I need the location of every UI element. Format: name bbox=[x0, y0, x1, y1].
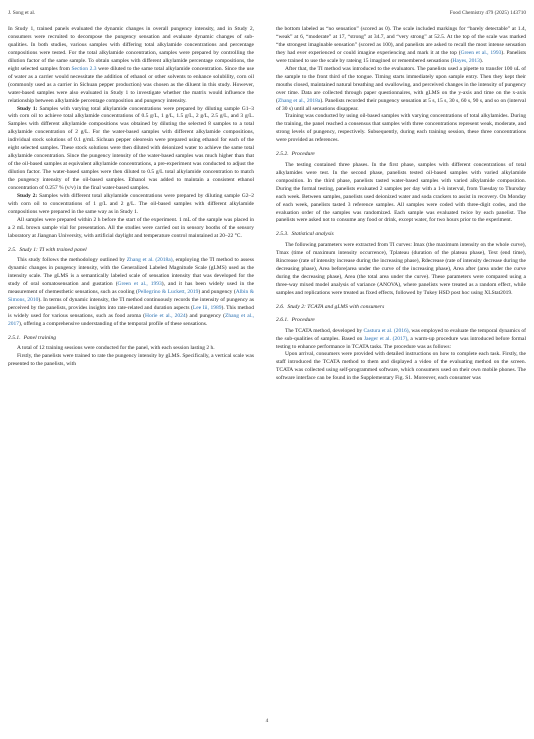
paragraph: The testing contained three phases. In the first phase, samples with different concentrations of total alkylamides were test. In the second phase, panelists tested oil-based samples with varied alkylamide composition. In the third phase, panelists tasted water-based samples with varied alkylamide composition. During the formal testing, panelists evaluated 2 samples per day with a 1-h interval, from Tuesday to Thursday each week. Between samples, panelists used deionized water and soda crackers to assist in recovery. On Monday of each week, panelists tasted 3 reference samples. All samples were coded with three-digit codes, and the evaluation order of the samples was randomized. Each sample was evaluated twice by each panelist. The panelists were asked not to consume any food or drink, except water, for two hours prior to the experiment. bbox=[276, 161, 526, 224]
left-column bbox=[8, 26, 254, 369]
paragraph: the bottom labeled as “no sensation” (scored as 0). The scale included markings for “barely detectable” at 1.4, “weak” at 6, “moderate” at 17, “strong” at 34.7, and “very strong” at 52.5. At the top of the scale was marked “the strongest imaginable sensation” (scored as 100), and panelists are asked to recall the most intense sensation they had ever experienced or could imagine experiencing and mark it at the top (Green et al., 1993). Panelists were trained to use the scale by rateing 15 imagined or remembered sensations (Hayes, 2013). bbox=[276, 26, 527, 64]
paragraph: In Study 1, trained panels evaluated the dynamic changes in overall pungency intensity, and in Study 2, consumers were recruited to decompose the pungency sensation and evaluate dynamic changes of sub-qualities. In both studies, various samples with differing total alkylamide concentrations and percentage compositions were tested. For the total alkylamide concentration, samples were prepared by controlling the dilution factor of the same sample. To obtain samples with different alkylamide percentage compositions, the eight selected samples from Section 2.3 were diluted to the same total alkylamide concentration. Since the use of water as a carrier would necessitate the addition of ethanol or other solvents to enhance solubility, corn oil (commonly used as a carrier in Sichuan pepper production) was chosen as the diluent in this study. However, water-based samples were also evaluated in Study 1 to investigate whether the matrix would influence the relationship between alkylamide percentage composition and pungency intensity. bbox=[8, 26, 255, 104]
citation-link[interactable]: Green et al., 1993 bbox=[117, 281, 162, 288]
paragraph: After that, the TI method was introduced to the evaluators. The panelists used a pipette to transfer 100 uL of the sample to the front third of the tongue. Timing starts immediately upon sample entry. Then they kept their mouths closed, maintained natural breathing and swallowing, and perceived changes in the intensity of pungency over time. Data are collected through paper questionnaires, with gLMS on the y-axis and time on the x-axis (Zhang et al., 2018a). Panelists recorded their pungency sensation at 5 s, 15 s, 30 s, 60 s, 90 s, and so on (interval of 30 s) until all sensations disappear. bbox=[276, 65, 527, 112]
section-heading-2-5-2: 2.5.2. Procedure bbox=[276, 151, 315, 158]
citation-link[interactable]: Hayes, 2013 bbox=[452, 57, 480, 64]
paragraph: Upon arrival, consumers were provided with detailed instructions on how to complete each task. Firstly, the staff introduced the TCATA method to them and displayed a video of the evaluating method on the screen. TCATA was collected using self-programmed software, which consumers used on their own mobile phones. The software interface can be found in the Supplementary Fig. S1. Moreover, each consumer was bbox=[276, 351, 526, 382]
section-heading-2-5-3: 2.5.3. Statistical analysis bbox=[276, 231, 334, 238]
citation-link[interactable]: Pellegrino & Luckett, 2019 bbox=[137, 289, 199, 296]
header-authors: J. Song et al. bbox=[8, 10, 36, 16]
paragraph: Firstly, the panelists were trained to rate the pungency intensity by gLMS. Specifically, a vertical scale was presented to the panelists, with bbox=[8, 353, 254, 368]
citation-link[interactable]: Zhang et al., 2018a bbox=[277, 97, 321, 104]
paragraph-study2: Study 2: Samples with different total alkylamide concentrations were prepared by diluting sample G2–2 with corn oil to concentrations of 1 g/L and 2 g/L. The oil-based samples with different alkylamide compositions were prepared in the same way as in Study 1. bbox=[8, 193, 254, 215]
citation-link[interactable]: Albin & Simons, 2010 bbox=[8, 289, 254, 303]
paragraph: This study follows the methodology outlined by Zhang et al. (2018a), employing the TI method to assess dynamic changes in pungency intensity, with the Generalized Labeled Magnitude Scale (gLMS) used as the intensity scale. The gLMS is a semantically labeled scale of sensation intensity that was developed for the study of oral somatosensation and gustation (Green et al., 1993), and it has been widely used in the measurement of chemesthetic sensations, such as cooling (Pellegrino & Luckett, 2019) and pungency (Albin & Simons, 2010). In terms of dynamic intensity, the TI method continuously records the intensity of pungency as perceived by the panelists, provides insights into rate-related and duration aspects (Lee Iii, 1989). This method is widely used for various sensations, such as food aroma (Horie et al., 2024) and pungency (Zhang et al., 2017), offering a comprehensive understanding of the temporal profile of these sensations. bbox=[8, 257, 255, 327]
page-number: 4 bbox=[265, 718, 269, 724]
citation-link[interactable]: Green et al., 1993 bbox=[460, 49, 502, 56]
citation-link[interactable]: Horie et al., 2024 bbox=[144, 312, 186, 319]
paragraph: Training was conducted by using oil-based samples with varying concentrations of total alkylamides. During the training, the panel reached a consensus that samples with three concentrations represent weak, moderate, and strong levels of pungency, respectively. Subsequently, during each training session, these three concentrations were provided as references. bbox=[276, 113, 526, 144]
running-header bbox=[8, 10, 526, 16]
section-heading-2-5-1: 2.5.1. Panel training bbox=[8, 334, 57, 341]
citation-link[interactable]: Castura et al. (2016) bbox=[363, 327, 409, 334]
citation-link[interactable]: Jaeger et al. (2017) bbox=[363, 335, 408, 342]
study2-label: Study 2: bbox=[17, 193, 38, 200]
section-heading-2-5: 2.5. Study 1: TI with trained panel bbox=[8, 246, 87, 253]
study1-label: Study 1: bbox=[17, 105, 38, 112]
paragraph: A total of 12 training sessions were conducted for the panel, with each session lasting 2 h. bbox=[17, 345, 215, 352]
paragraph: The following parameters were extracted from TI curves: Imax (the maximum intensity on the whole curve), Tmax (time of maximum intensity occurrence), Tplateau (duration of the plateau phase), Text (end time), Rincrease (rate of intensity increase during the increasing phase), Rdecrease (rate of intensity decrease during the decreasing phase), Area before(area under the curve of the increasing phase), Area after (area under the curve during the decreasing phase), Area (the total area under the curve). These parameters were compared using a three-way mixed model analysis of variance (ANOVA), where panelists were treated as a random effect, while samples and replications were treated as fixed effects, followed by Tukey HSD post hoc using XLStat2019. bbox=[276, 241, 526, 296]
citation-link[interactable]: Lee Iii, 1989 bbox=[192, 304, 222, 311]
paragraph-study1: Study 1: Samples with varying total alkylamide concentrations were prepared by diluting sample G1–3 with corn oil to achieve total alkylamide concentrations of 0.5 g/L, 1 g/L, 1.5 g/L, 2 g/L, 2.5 g/L, and 3 g/L. Samples with different alkylamide compositions was obtained by diluting the selected 8 samples to a total alkylamide concentration of 2 g/L. For the water-based samples with different alkylamide compositions, individual stock solutions of 0.1 g/mL Sichuan pepper oleoresin were prepared using ethanol for each of the eight selected samples. These stock solutions were then diluted with deionized water to achieve the same total alkylamide concentration. Since the pungency intensity of the water-based samples was much higher than that of the oil-based samples at equivalent alkylamide concentrations, a pre-experiment was conducted to adjust the dilution factor. The water-based samples were then diluted to 0.5 g/L total alkylamide concentration to match the pungency intensity of the oil-based samples. Ethanol was added to maintain a consistent ethanol concentration of 0.257 % (v/v) in the final water-based samples. bbox=[8, 105, 254, 192]
header-journal: Food Chemistry 479 (2025) 143710 bbox=[449, 10, 526, 16]
section-heading-2-6: 2.6. Study 2: TCATA and gLMS with consumers bbox=[276, 303, 385, 310]
paragraph: All samples were prepared within 2 h before the start of the experiment. 1 mL of the sample was placed in a 2 mL brown sample vial for presentation. All the studies were carried out in sensory booths of the sensory laboratory at Jiangnan University, with artificial daylight and temperature control maintained at 20–22 °C. bbox=[8, 216, 254, 239]
paragraph: The TCATA method, developed by Castura et al. (2016), was employed to evaluate the temporal dynamics of the sub-qualities of samples. Based on Jaeger et al. (2017), a warm-up procedure was introduced before formal testing to enhance performance in TCATA tasks. The procedure was as follows: bbox=[276, 327, 527, 350]
section-link[interactable]: Section 2.3 bbox=[71, 65, 97, 72]
right-column bbox=[276, 26, 526, 383]
citation-link[interactable]: Zhang et al. (2018a) bbox=[126, 257, 173, 264]
citation-link[interactable]: Zhang et al., 2017 bbox=[8, 312, 254, 327]
section-heading-2-6-1: 2.6.1. Procedure bbox=[276, 317, 315, 324]
